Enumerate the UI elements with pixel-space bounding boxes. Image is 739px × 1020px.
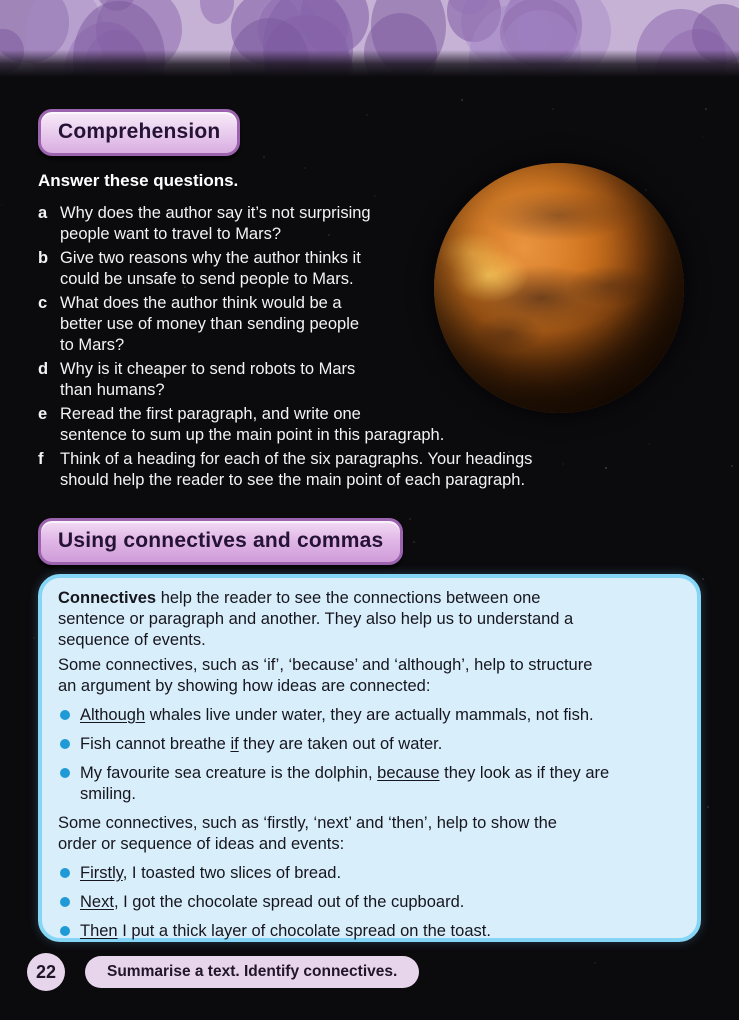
answer-these-questions-label: Answer these questions. [38, 171, 239, 190]
text-segment: , I toasted two slices of bread. [122, 864, 342, 882]
info-paragraph [58, 588, 681, 651]
question-letter: a [38, 204, 48, 222]
bullet-item [58, 921, 681, 942]
bullet-text [80, 892, 464, 913]
question-letter: f [38, 450, 44, 468]
star-speckle [1, 204, 2, 205]
star-speckle [304, 168, 305, 169]
bullet-text [80, 921, 491, 942]
bullet-text [80, 763, 609, 805]
text-segment: they look as if they are [439, 764, 610, 782]
connective-word: Although [80, 706, 146, 724]
text-segment: sequence of events. [58, 631, 206, 649]
star-speckle [645, 190, 646, 191]
footer-skill-pill: Summarise a text. Identify connectives. [85, 956, 419, 988]
text-segment: an argument by showing how ideas are connected: [58, 677, 431, 695]
header-fade-gradient [0, 0, 739, 80]
star-speckle [374, 195, 375, 196]
star-speckle [34, 637, 35, 638]
text-segment: they are taken out of water. [238, 735, 443, 753]
text-segment: My favourite sea creature is the dolphin, [80, 764, 378, 782]
bullet-icon [60, 739, 70, 749]
bullet-icon [60, 897, 70, 907]
info-paragraph [58, 813, 681, 855]
question-item [38, 449, 718, 491]
star-speckle [702, 136, 703, 137]
connective-word: because [377, 764, 440, 782]
bullet-item [58, 892, 681, 913]
text-segment: Some connectives, such as ‘if’, ‘because’ and ‘although’, help to structure [58, 656, 593, 674]
star-speckle [413, 541, 415, 543]
connective-word: Firstly [80, 864, 123, 882]
star-speckle [731, 466, 733, 468]
connectives-info-box [38, 574, 701, 942]
connective-word: Then [80, 922, 118, 940]
question-letter: b [38, 249, 49, 267]
question-letter: e [38, 405, 48, 423]
connectives-section-heading: Using connectives and commas [38, 518, 403, 565]
text-segment: order or sequence of ideas and events: [58, 835, 345, 853]
text-segment: Connectives [58, 589, 157, 607]
star-speckle [367, 115, 368, 116]
question-text: Think of a heading for each of the six paragraphs. Your headings should help the reader to see the main point of each paragraph. [60, 450, 533, 489]
text-segment: Some connectives, such as ‘firstly, ‘next’ and ‘then’, help to show the [58, 814, 557, 832]
page-number-badge: 22 [27, 953, 65, 991]
star-speckle [702, 578, 704, 580]
bullet-icon [60, 710, 70, 720]
text-segment: help the reader to see the connections between one [156, 589, 541, 607]
connective-word: Next [80, 893, 114, 911]
text-segment: whales live under water, they are actually mammals, not fish. [145, 706, 594, 724]
bullet-item [58, 734, 681, 755]
text-segment: Fish cannot breathe [80, 735, 231, 753]
info-paragraph [58, 655, 681, 697]
star-speckle [594, 962, 595, 963]
comprehension-section-heading: Comprehension [38, 109, 240, 156]
star-speckle [263, 157, 264, 158]
mars-photo [434, 163, 684, 413]
text-segment: sentence or paragraph and another. They also help us to understand a [58, 610, 574, 628]
bullet-icon [60, 768, 70, 778]
question-text: Give two reasons why the author thinks it could be unsafe to send people to Mars. [60, 249, 361, 288]
question-text: What does the author think would be a better use of money than sending people to Mars? [60, 294, 360, 354]
star-speckle [708, 806, 710, 808]
star-speckle [705, 108, 707, 110]
star-speckle [461, 99, 463, 101]
bullet-text [80, 863, 341, 884]
bullet-icon [60, 868, 70, 878]
star-speckle [552, 109, 553, 110]
bullet-text [80, 734, 442, 755]
bullet-item [58, 863, 681, 884]
question-letter: c [38, 294, 48, 312]
text-segment: , I got the chocolate spread out of the cupboard. [113, 893, 465, 911]
question-text: Why is it cheaper to send robots to Mars than humans? [60, 360, 356, 399]
bullet-icon [60, 926, 70, 936]
text-segment: I put a thick layer of chocolate spread on the toast. [117, 922, 491, 940]
question-text: Why does the author say it’s not surprising people want to travel to Mars? [60, 204, 371, 243]
text-segment: smiling. [80, 785, 136, 803]
question-item [38, 404, 718, 446]
question-letter: d [38, 360, 49, 378]
star-speckle [409, 518, 411, 520]
connective-word: if [230, 735, 239, 753]
decorative-header-band [0, 0, 739, 80]
bullet-text [80, 705, 594, 726]
bullet-item [58, 705, 681, 726]
question-text: Reread the first paragraph, and write one sentence to sum up the main point in this paragraph. [60, 405, 445, 444]
bullet-item [58, 763, 681, 805]
